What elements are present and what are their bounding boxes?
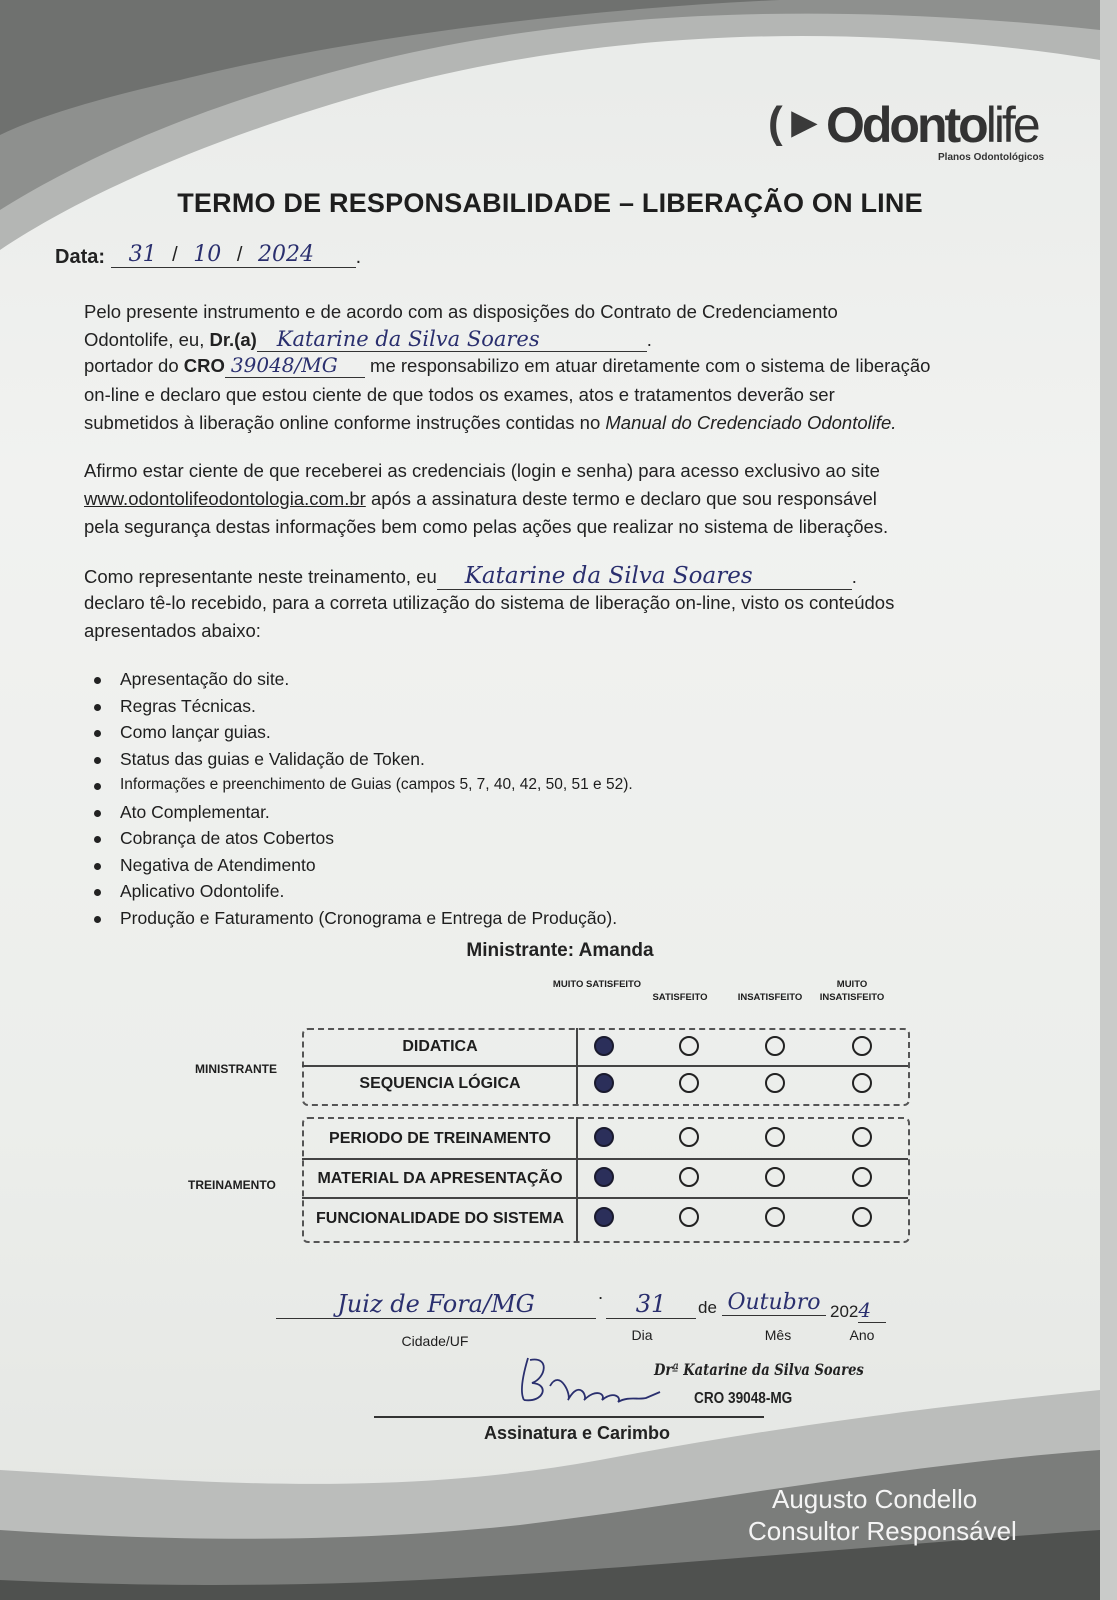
p1-line4: on-line e declaro que estou ciente de que todos os exames, atos e tratamentos deverão ser (84, 384, 835, 405)
rating-radio[interactable] (852, 1207, 872, 1227)
logo-tagline: Planos Odontológicos (938, 152, 1045, 163)
date-field: 31 / 10 / 2024 (111, 242, 356, 268)
list-item: Informações e preenchimento de Guias (campos 5, 7, 40, 42, 50, 51 e 52). (94, 772, 633, 799)
signature-caption: Assinatura e Carimbo (483, 1423, 671, 1443)
list-item: Como lançar guias. (94, 719, 633, 746)
p1-line3: portador do CRO 39048/MG me responsabilizo em atuar diretamente com o sistema de liberação (84, 353, 931, 377)
city-field (276, 1290, 596, 1319)
day-label: Dia (631, 1327, 653, 1343)
stamp-name: Drª Katarine da Silva Soares (654, 1360, 864, 1379)
ministrante-heading: Ministrante: Amanda (466, 940, 654, 961)
document-page: (► Odontolife Planos Odontológicos TERMO DE RESPONSABILIDADE – LIBERAÇÃO ON LINE Data: 31 / 10 / 2024 . Pelo presente instrumento e de acordo com as disposições do Contrato de Credenciamento Odontolife, eu, Dr.(a) Katarine da Silva Soares . portador do CRO 39048/MG me responsabilizo em atuar diretamente com o sistema de liberação on-line e declaro que estou ciente de que todos os exames, atos e tratamentos deverão ser submetidos à liberação online conforme instruções contidas no Manual do Credenciado Odontolife. Afirmo estar ciente de que receberei as credenciais (login e senha) para acesso exclusivo ao site www.odontolifeodontologia.com.br após a assinatura deste termo e declaro que sou responsável pela segurança destas informações bem como pelas ações que realizar no sistema de liberações. Como representante neste treinamento, eu Katarine da Silva Soares . declaro tê-lo recebido, para a correta utilização do sistema de liberação on-line, visto os conteúdos apresentados abaixo: Apresentação do site. Regras Técnicas. Como lançar guias. Status das guias e Validação de Token. Informações e preenchimento de Guias (campos 5, 7, 40, 42, 50, 51 e 52). Ato Complementar. Cobrança de atos Cobertos Negativa de Atendimento Aplicativo Odontolife. Produção e Faturamento (Cronograma e Entrega de Produção). Ministrante: Amanda MUITO SATISFEITO SATISFEITO INSATISFEITO MUITO INSATISFEITO MINISTRANTE TREINAMENTO DIDATICA SEQUENCIA LÓGICA PERIODO DE TREINAMENTO MATERIAL DA APRESENTAÇÃO FUNCIONALIDADE DO SISTEMA Juiz de Fora/MG . 31 de Outubro 2024 Cidade/UF Dia Mês Ano Drª Katarine da Silva Soares CRO 39048-MG Assinatura e Carimbo Augusto Condello Consultor Responsável (0, 0, 1100, 1600)
consultant-name: Augusto Condello (772, 1484, 978, 1514)
rating-radio[interactable] (852, 1127, 872, 1147)
tooth-logo-icon: (► (768, 98, 827, 147)
month-value: Outubro (727, 1290, 821, 1315)
day-value: 31 (635, 1290, 667, 1318)
stamp-cro: CRO 39048-MG (694, 1390, 793, 1407)
p1-line2: Odontolife, eu, Dr.(a) Katarine da Silva Soares . (84, 327, 652, 351)
row-label-didatica: DIDATICA (402, 1038, 478, 1055)
column-header: MUITO SATISFEITO (552, 979, 642, 990)
date-day: 31 (128, 242, 157, 267)
group-label-ministrante: MINISTRANTE (195, 1062, 277, 1076)
p3-line3: apresentados abaixo: (84, 620, 261, 641)
date-month: 10 (193, 242, 222, 267)
column-header: INSATISFEITO (737, 992, 803, 1003)
rating-radio[interactable] (765, 1167, 785, 1187)
list-item: Aplicativo Odontolife. (94, 878, 633, 905)
rating-radio[interactable] (765, 1207, 785, 1227)
list-item: Cobrança de atos Cobertos (94, 825, 633, 852)
city-label: Cidade/UF (401, 1333, 469, 1349)
rating-radio[interactable] (852, 1167, 872, 1187)
rating-radio[interactable] (594, 1127, 614, 1147)
rating-radio[interactable] (679, 1207, 699, 1227)
list-item: Negativa de Atendimento (94, 852, 633, 879)
p2-line1: Afirmo estar ciente de que receberei as credenciais (login e senha) para acesso exclusivo ao site (84, 460, 880, 481)
rating-radio[interactable] (679, 1073, 699, 1093)
row-label-funcionalidade: FUNCIONALIDADE DO SISTEMA (316, 1210, 564, 1227)
list-item: Ato Complementar. (94, 799, 633, 826)
day-field (606, 1290, 696, 1319)
rating-radio[interactable] (679, 1127, 699, 1147)
year-field: 2024 (830, 1298, 886, 1323)
rating-radio[interactable] (594, 1167, 614, 1187)
topics-list (94, 666, 633, 931)
list-item: Produção e Faturamento (Cronograma e Entrega de Produção). (94, 905, 633, 932)
handwritten-signature (510, 1348, 670, 1408)
month-field (722, 1290, 826, 1316)
year-label: Ano (849, 1327, 875, 1343)
p3-line1: Como representante neste treinamento, eu Katarine da Silva Soares . (84, 563, 857, 589)
dentist-name: Katarine da Silva Soares (276, 327, 540, 351)
p3-line2: declaro tê-lo recebido, para a correta utilização do sistema de liberação on-line, visto os conteúdos (84, 592, 895, 613)
rating-radio[interactable] (594, 1207, 614, 1227)
list-item: Status das guias e Validação de Token. (94, 746, 633, 773)
p2-line2: www.odontolifeodontologia.com.br após a assinatura deste termo e declaro que sou responsável (84, 488, 877, 509)
row-label-periodo: PERIODO DE TREINAMENTO (329, 1130, 551, 1147)
month-label: Mês (764, 1327, 792, 1343)
cro-number: 39048/MG (230, 353, 338, 377)
p1-line5: submetidos à liberação online conforme instruções contidas no Manual do Credenciado Odontolife. (84, 412, 897, 433)
date-year: 2024 (257, 242, 314, 267)
p2-line3: pela segurança destas informações bem como pelas ações que realizar no sistema de liberações. (84, 516, 889, 537)
consultant-role: Consultor Responsável (748, 1516, 1017, 1546)
list-item: Regras Técnicas. (94, 693, 633, 720)
odontolife-logo (768, 96, 1068, 166)
de-label: de (698, 1298, 717, 1317)
logo-wordmark: Odontolife (826, 97, 1038, 153)
list-item: Apresentação do site. (94, 666, 633, 693)
group-label-treinamento: TREINAMENTO (188, 1178, 276, 1192)
rating-radio[interactable] (679, 1036, 699, 1056)
rating-radio[interactable] (852, 1036, 872, 1056)
rating-radio[interactable] (594, 1073, 614, 1093)
rating-radio[interactable] (765, 1127, 785, 1147)
rating-radio[interactable] (765, 1073, 785, 1093)
rating-radio[interactable] (594, 1036, 614, 1056)
representative-name: Katarine da Silva Soares (464, 563, 753, 589)
date-row: Data: 31 / 10 / 2024 . (55, 242, 362, 268)
site-link[interactable]: www.odontolifeodontologia.com.br (84, 488, 366, 509)
row-label-material: MATERIAL DA APRESENTAÇÃO (317, 1170, 563, 1187)
p1-line1: Pelo presente instrumento e de acordo com as disposições do Contrato de Credenciamento (84, 301, 838, 322)
column-header: SATISFEITO (652, 992, 708, 1003)
document-title: TERMO DE RESPONSABILIDADE – LIBERAÇÃO ON LINE (177, 188, 923, 218)
city-value: Juiz de Fora/MG (337, 1290, 535, 1318)
rating-radio[interactable] (679, 1167, 699, 1187)
column-header: MUITO INSATISFEITO (819, 979, 885, 1003)
rating-radio[interactable] (765, 1036, 785, 1056)
date-label: Data: (55, 246, 106, 268)
rating-radio[interactable] (852, 1073, 872, 1093)
row-label-sequencia: SEQUENCIA LÓGICA (359, 1075, 521, 1092)
